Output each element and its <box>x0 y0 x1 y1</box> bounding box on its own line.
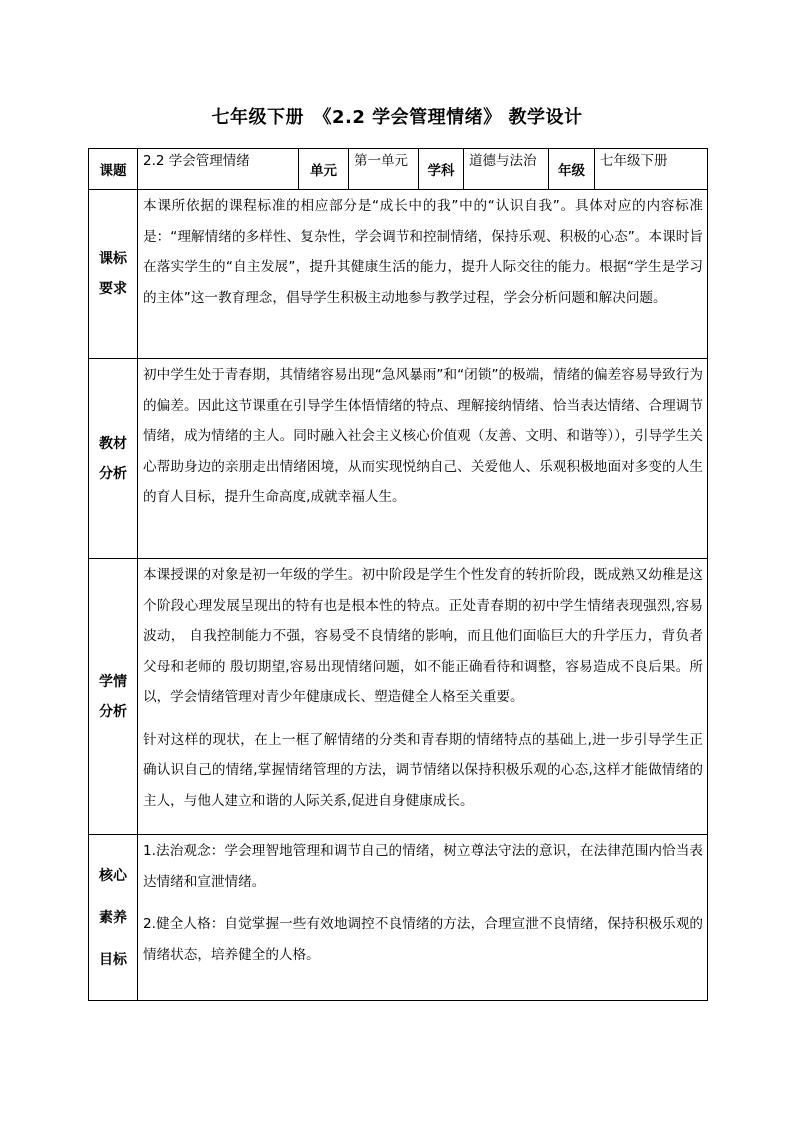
literacy-paragraph-2: 2.健全人格：自觉掌握一些有效地调控不良情绪的方法，合理宣泄不良情绪，保持积极乐观的情绪状态，培养健全的人格。 <box>143 916 703 963</box>
literacy-label-line2: 素养 <box>99 909 127 926</box>
learners-row <box>89 559 708 835</box>
lesson-design-table <box>88 148 708 1001</box>
topic-label: 课题 <box>89 149 138 190</box>
materials-row <box>89 359 708 559</box>
learners-content <box>138 559 708 835</box>
header-row <box>89 149 708 190</box>
learners-paragraph-2: 针对这样的现状，在上一框了解情绪的分类和青春期的情绪特点的基础上,进一步引导学生正确认识自己的情绪,掌握情绪管理的方法，调节情绪以保持积极乐观的心态,这样才能做情绪的主人，与他人建立和谐的人际关系,促进自身健康成长。 <box>143 731 703 809</box>
standards-label-line1: 课标 <box>99 251 127 267</box>
learners-label-line1: 学情 <box>99 673 127 690</box>
unit-value: 第一单元 <box>349 149 419 190</box>
materials-text: 初中学生处于青春期，其情绪容易出现“急风暴雨”和“闭锁”的极端，情绪的偏差容易导致行为的偏差。因此这节课重在引导学生体悟情绪的特点、理解接纳情绪、恰当表达情绪、合理调节情绪，成为情绪的主人。同时融入社会主义核心价值观（友善、文明、和谐等）），引导学生关心帮助身边的亲朋走出情绪困境，从而实现悦纳自己、关爱他人、乐观积极地面对多变的人生的育人目标，提升生命高度,成就幸福人生。 <box>143 367 703 505</box>
grade-value: 七年级下册 <box>595 149 708 190</box>
document-title: 七年级下册 《2.2 学会管理情绪》 教学设计 <box>211 107 583 128</box>
grade-label: 年级 <box>549 149 595 190</box>
standards-text: 本课所依据的课程标准的相应部分是“成长中的我”中的“认识自我”。具体对应的内容标准是：“理解情绪的多样性、复杂性，学会调节和控制情绪，保持乐观、积极的心态”。本课时旨在落实学生的“自主发展”，提升其健康生活的能力，提升人际交往的能力。根据“学生是学习的主体”这一教育理念，倡导学生积极主动地参与教学过程，学会分析问题和解决问题。 <box>143 198 703 306</box>
learners-paragraph-1: 本课授课的对象是初一年级的学生。初中阶段是学生个性发育的转折阶段，既成熟又幼稚是这 个阶段心理发展呈现出的特有也是根本性的特点。正处青春期的初中学生情绪表现强烈,容易波动， 自我控制能力不强，容易受不良情绪的影响，而且他们面临巨大的升学压力，背负者父母和老师的 殷切期望,容易出现情绪问题，如不能正确看待和调整，容易造成不良后果。所以，学会情绪管理对青少年健康成长、塑造健全人格至关重要。 <box>143 567 703 705</box>
literacy-label <box>89 835 138 1001</box>
literacy-content <box>138 835 708 1001</box>
learners-label-line2: 分析 <box>99 703 127 720</box>
materials-label-line1: 教材 <box>99 435 127 452</box>
literacy-paragraph-1: 1.法治观念：学会理智地管理和调节自己的情绪，树立尊法守法的意识，在法律范围内恰当表达情绪和宣泄情绪。 <box>143 843 703 890</box>
learners-label <box>89 559 138 835</box>
topic-value: 2.2 学会管理情绪 <box>138 149 299 190</box>
subject-value: 道德与法治 <box>464 149 549 190</box>
standards-label-line2: 要求 <box>99 281 127 297</box>
materials-label-line2: 分析 <box>99 465 127 482</box>
unit-label: 单元 <box>299 149 349 190</box>
subject-label: 学科 <box>419 149 464 190</box>
materials-label <box>89 359 138 559</box>
literacy-row <box>89 835 708 1001</box>
standards-row <box>89 190 708 359</box>
standards-label <box>89 190 138 359</box>
literacy-label-line3: 目标 <box>99 951 127 968</box>
materials-content <box>138 359 708 559</box>
standards-content <box>138 190 708 359</box>
literacy-label-line1: 核心 <box>99 867 127 884</box>
